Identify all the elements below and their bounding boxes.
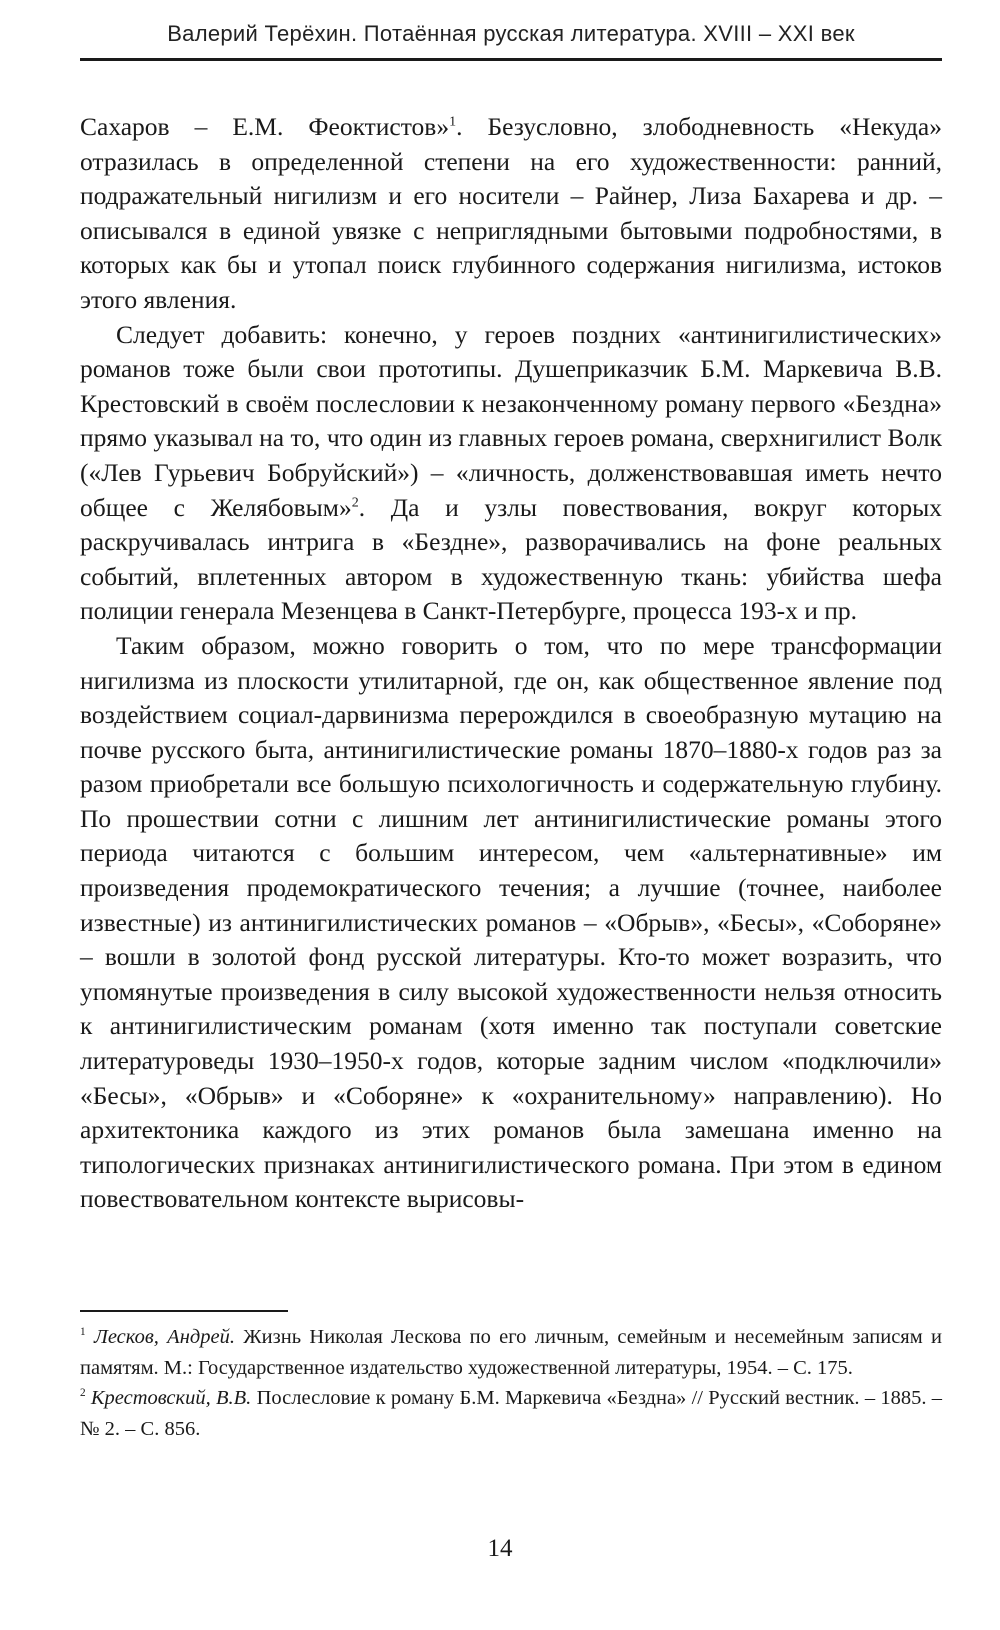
paragraph [80, 318, 942, 629]
paragraph [80, 110, 942, 318]
paragraph-text: Сахаров – Е.М. Феоктистов» [80, 112, 450, 141]
footnote-ref: 1 [449, 114, 457, 130]
paragraph-text: . Да и узлы повествования, вокруг которых раскручивалась интрига в «Бездне», разворачивались на фоне реальных событий, вплетенных автором в художественную ткань: убийства шефа полиции генерала Мезенцева в Санкт-Петербурге, процесса 193-х и пр. [80, 492, 942, 626]
footnote-number: 1 [80, 1326, 86, 1339]
running-title: Валерий Терёхин. Потаённая русская литература. XVIII – XXI век [167, 21, 855, 46]
footnote-ref: 2 [351, 495, 359, 511]
footnote-number: 2 [80, 1387, 86, 1400]
running-header [80, 14, 942, 61]
paragraph-text: . Безусловно, злободневность «Некуда» отразилась в определенной степени на его художественности: ранний, подражательный нигилизм и его носители – Райнер, Лиза Бахарева и др. – описывался в единой увязке с неприглядными бытовыми подробностями, в которых как бы и утопал поиск глубинного содержания нигилизма, истоков этого явления. [80, 112, 942, 314]
footnote-author: Лесков, Андрей. [93, 1326, 235, 1348]
footnote-separator [80, 1310, 288, 1312]
paragraph [80, 629, 942, 1217]
footnotes [80, 1322, 942, 1444]
footnote-text: Послесловие к роману Б.М. Маркевича «Бездна» // Русский вестник. – 1885. – № 2. – С. 856. [80, 1387, 942, 1440]
paragraph-text: Следует добавить: конечно, у героев поздних «антинигилистических» романов тоже были свои прототипы. Душеприказчик Б.М. Маркевича В.В. Крестовский в своём послесловии к незаконченному роману первого «Бездна» прямо указывал на то, что один из главных героев романа, сверхнигилист Волк («Лев Гурьевич Бобруйский») – «личность, долженствовавшая иметь нечто общее с Желябовым» [80, 319, 942, 522]
footnote [80, 1383, 942, 1444]
footnote [80, 1322, 942, 1383]
footnote-author: Крестовский, В.В. [90, 1387, 252, 1409]
paragraph-text: Таким образом, можно говорить о том, что по мере трансформации нигилизма из плоскости утилитарной, где он, как общественное явление под воздействием социал-дарвинизма перерождился в своеобразную мутацию на почве русского быта, антинигилистические романы 1870–1880-х годов раз за разом приобретали все большую психологичность и содержательную глубину. По прошествии сотни с лишним лет антинигилистические романы этого периода читаются с большим интересом, чем «альтернативные» им произведения продемократического течения; а лучшие (точнее, наиболее известные) из антинигилистических романов – «Обрыв», «Бесы», «Соборяне» – вошли в золотой фонд русской литературы. Кто-то может возразить, что упомянутые произведения в силу высокой художественности нельзя относить к антинигилистическим романам (хотя именно так поступали советские литературоведы 1930–1950-х годов, которые задним числом «подключили» «Бесы», «Обрыв» и «Соборяне» к «охранительному» направлению). Но архитектоника каждого из этих романов была замешана именно на типологических признаках антинигилистического романа. При этом в едином повествовательном контексте вырисовы- [80, 630, 942, 1214]
page-number: 14 [487, 1535, 513, 1562]
footnote-text: Жизнь Николая Лескова по его личным, семейным и несемейным записям и памятям. М.: Государственное издательство художественной литературы, 1954. – С. 175. [80, 1326, 943, 1379]
main-text [80, 110, 942, 1217]
